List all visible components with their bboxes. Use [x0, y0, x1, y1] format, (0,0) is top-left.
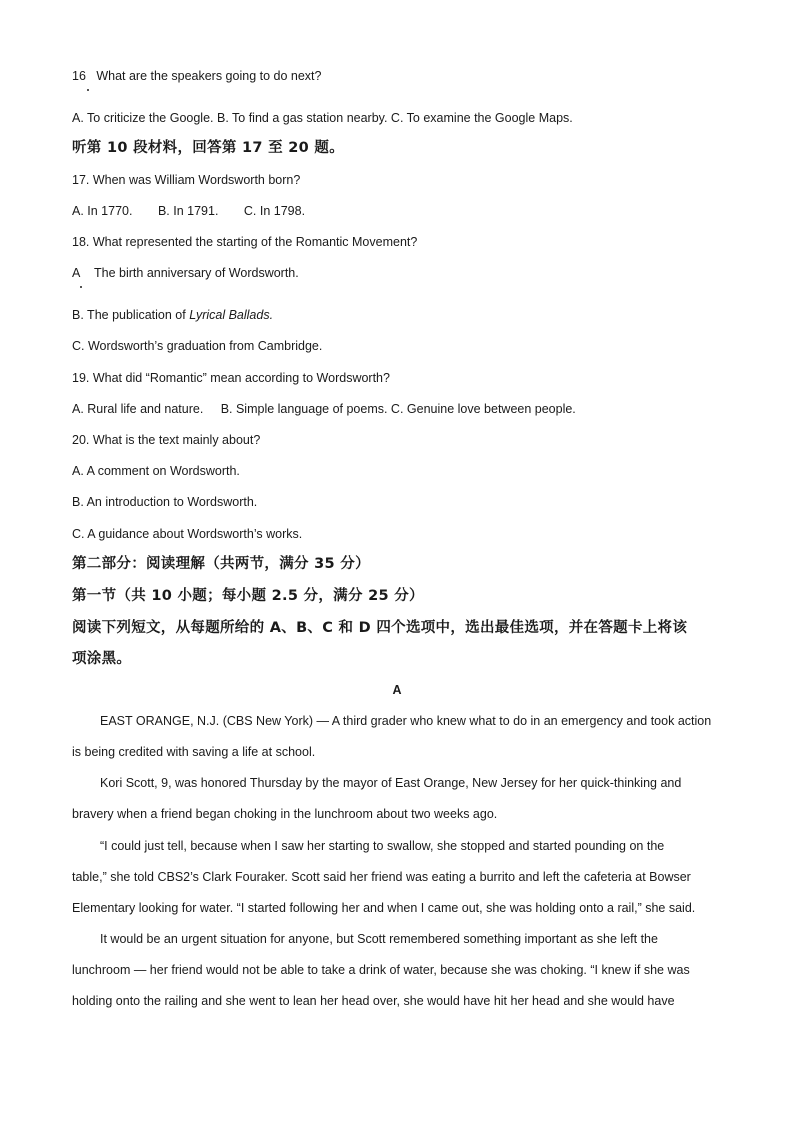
- option-c: C. In 1798.: [243, 204, 306, 218]
- question-17: 17. When was William Wordsworth born?: [72, 173, 301, 187]
- question-20-option-c: C. A guidance about Wordsworth’s works.: [72, 527, 303, 541]
- question-18-option-c: C. Wordsworth’s graduation from Cambridge.: [72, 339, 323, 353]
- passage-line: bravery when a friend began choking in the lunchroom about two weeks ago.: [72, 807, 498, 821]
- passage-line: is being credited with saving a life at school.: [72, 745, 316, 759]
- passage-line: EAST ORANGE, N.J. (CBS New York) — A third grader who knew what to do in an emergency and took action: [100, 714, 712, 728]
- passage-line: table,” she told CBS2’s Clark Fouraker. Scott said her friend was eating a burrito and left the cafeteria at Bowser: [72, 870, 691, 884]
- question-20-option-a: A. A comment on Wordsworth.: [72, 464, 240, 478]
- passage-line: It would be an urgent situation for anyone, but Scott remembered something important as she left the: [100, 932, 658, 946]
- stray-mark: [87, 89, 89, 91]
- passage-line: “I could just tell, because when I saw her starting to swallow, she stopped and started pounding on the: [100, 839, 665, 853]
- question-16: [72, 68, 321, 84]
- instructions-line-2: 项涂黑。: [72, 651, 132, 667]
- passage-line: Kori Scott, 9, was honored Thursday by the mayor of East Orange, New Jersey for her quick-thinking and: [100, 776, 682, 790]
- passage-line: lunchroom — her friend would not be able to take a drink of water, because she was choking. “I knew if she was: [72, 963, 690, 977]
- option-a: A. In 1770.: [72, 204, 133, 218]
- question-20: 20. What is the text mainly about?: [72, 433, 261, 447]
- question-19: 19. What did “Romantic” mean according to Wordsworth?: [72, 371, 390, 385]
- passage-label: A: [392, 683, 402, 697]
- book-title: Lyrical Ballads.: [189, 308, 274, 322]
- question-18: 18. What represented the starting of the Romantic Movement?: [72, 235, 418, 249]
- stray-mark: [80, 286, 82, 288]
- question-text: What are the speakers going to do next?: [96, 69, 322, 83]
- question-16-options: A. To criticize the Google. B. To find a gas station nearby. C. To examine the Google Maps.: [72, 111, 573, 125]
- section-1-header: 第一节（共 10 小题；每小题 2.5 分，满分 25 分）: [72, 588, 424, 604]
- question-number: 16: [72, 69, 86, 83]
- passage-line: Elementary looking for water. “I started following her and when I came out, she was holding onto a rail,” she said.: [72, 901, 696, 915]
- passage-line: holding onto the railing and she went to lean her head over, she would have hit her head and she would have: [72, 994, 675, 1008]
- question-20-option-b: B. An introduction to Wordsworth.: [72, 495, 258, 509]
- section-10-header: 听第 10 段材料，回答第 17 至 20 题。: [72, 140, 345, 156]
- question-17-options: [72, 203, 305, 219]
- option-text: The birth anniversary of Wordsworth.: [94, 266, 299, 280]
- option-letter: A: [72, 266, 81, 280]
- option-prefix: B. The publication of: [72, 308, 190, 322]
- option-b: B. In 1791.: [157, 204, 219, 218]
- question-18-option-a: [72, 265, 299, 281]
- question-18-option-b: [72, 307, 273, 323]
- part-2-header: 第二部分：阅读理解（共两节，满分 35 分）: [72, 556, 370, 572]
- instructions-line-1: 阅读下列短文，从每题所给的 A、B、C 和 D 四个选项中，选出最佳选项，并在答题卡上将该: [72, 620, 688, 636]
- question-19-options: A. Rural life and nature. B. Simple language of poems. C. Genuine love between people.: [72, 402, 576, 416]
